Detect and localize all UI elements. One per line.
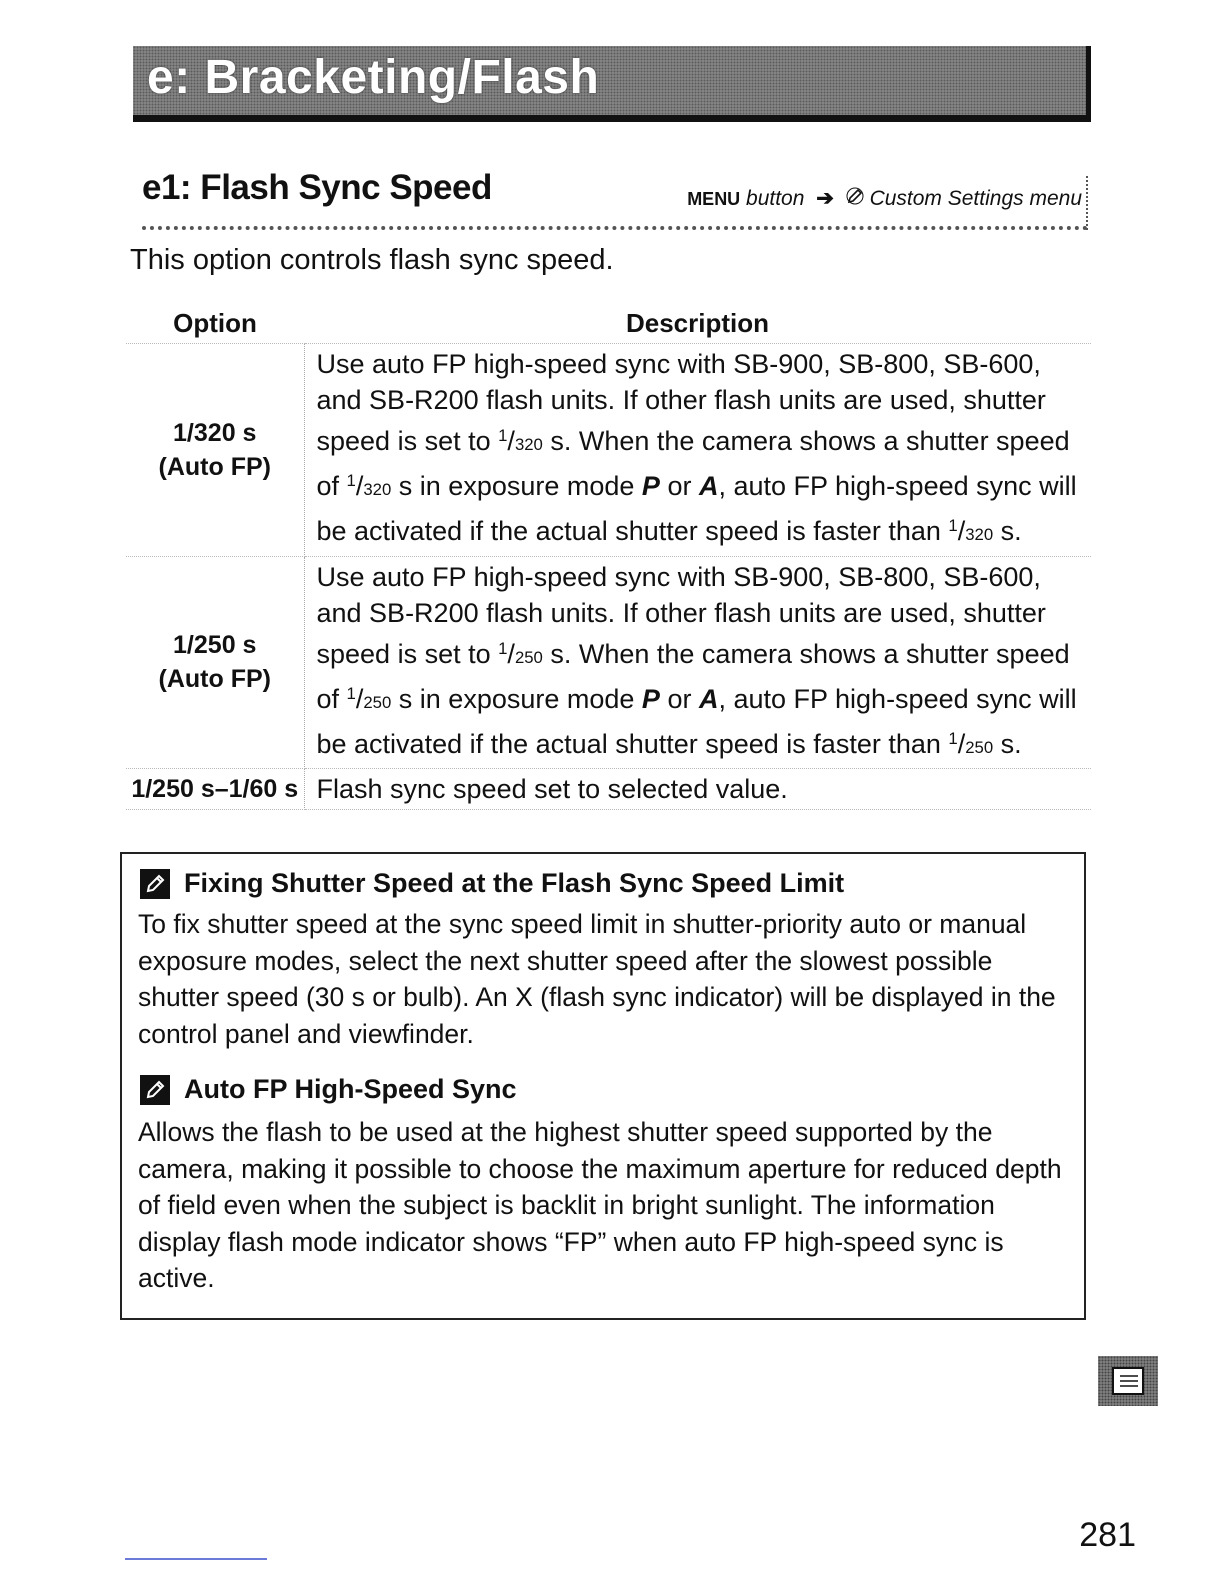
menu-tab-icon: [1098, 1356, 1158, 1406]
chapter-title: e: Bracketing/Flash: [147, 51, 600, 104]
table-row: [126, 769, 1091, 810]
section-title: e1: Flash Sync Speed: [142, 168, 492, 207]
fraction-denominator: 250: [514, 647, 543, 667]
fraction-numerator: 1: [948, 729, 958, 749]
chapter-banner: [133, 46, 1091, 122]
title-rule-tick: [1086, 176, 1088, 230]
pencil-icon: [140, 869, 170, 899]
fraction-denominator: 250: [965, 738, 994, 758]
notes-box: [120, 852, 1086, 1320]
note-heading: [140, 868, 844, 899]
fraction-numerator: 1: [346, 471, 356, 491]
intro-text: This option controls flash sync speed.: [130, 244, 614, 276]
description-text: s.: [993, 516, 1022, 547]
pencil-icon: [846, 187, 870, 210]
mode-p-symbol: P: [641, 471, 660, 502]
fraction-numerator: 1: [498, 426, 508, 445]
description-cell: Use auto FP high-speed sync with SB-900, SB-800, SB-600, and SB-R200 flash units. If other flash units are used, shutter speed is set to $^1$/250 s. When the camera shows a shutter speed of $^1$/250 s in exposure mode P or A, auto FP high-speed sync will be activated if the actual shutter speed is faster than $^1$/250 s.: [304, 556, 1091, 769]
options-table: [126, 302, 1091, 810]
description-text: s in exposure mode: [391, 471, 642, 502]
column-header-description: Description: [304, 302, 1091, 344]
fraction-denominator: 320: [965, 525, 994, 545]
table-header-row: [126, 302, 1091, 344]
fraction-denominator: 320: [514, 435, 543, 455]
mode-p-symbol: P: [641, 684, 660, 715]
menu-path-button: button: [746, 187, 805, 210]
title-rule: [142, 226, 1088, 230]
option-value: 1/320 s: [173, 418, 257, 447]
note-body: Allows the flash to be used at the highest shutter speed supported by the camera, making it possible to choose the maximum aperture for reduced depth of field even when the subject is backlit in bright sunlight. The information display flash mode indicator shows “FP” when auto FP high-speed sync is active.: [138, 1117, 1062, 1293]
description-text: or: [659, 471, 699, 502]
description-text: s. When the camera shows a shutter speed of: [316, 426, 1070, 502]
mode-a-symbol: A: [698, 471, 719, 502]
note-title: Fixing Shutter Speed at the Flash Sync Speed Limit: [184, 868, 845, 898]
fraction-denominator: 320: [363, 480, 392, 500]
fraction-numerator: 1: [948, 516, 958, 536]
description-text: s. When the camera shows a shutter speed of: [316, 638, 1070, 715]
menu-path-dest: Custom Settings menu: [869, 187, 1082, 210]
option-qualifier: (Auto FP): [158, 452, 271, 481]
mode-a-symbol: A: [698, 684, 719, 715]
option-cell: [126, 556, 304, 769]
description-text: Use auto FP high-speed sync with SB-900, SB-800, SB-600, and SB-R200 flash units. If other flash units are used, shutter speed is set to: [316, 349, 1046, 457]
footer-line: [125, 1558, 267, 1560]
fraction-denominator: 250: [363, 693, 392, 713]
note-heading: [140, 1074, 517, 1105]
table-row: [126, 344, 1091, 557]
description-cell: Flash sync speed set to selected value.: [304, 769, 1091, 810]
description-text: , auto FP high-speed sync will be activated if the actual shutter speed is faster than: [316, 684, 1077, 760]
pencil-icon: [140, 1075, 170, 1105]
option-value: 1/250 s: [173, 631, 257, 660]
description-cell: Use auto FP high-speed sync with SB-900, SB-800, SB-600, and SB-R200 flash units. If other flash units are used, shutter speed is set to $^1$/320 s. When the camera shows a shutter speed of $^1$/320 s in exposure mode P or A, auto FP high-speed sync will be activated if the actual shutter speed is faster than $^1$/320 s.: [304, 344, 1091, 557]
menu-path: [687, 186, 1082, 211]
fraction-numerator: 1: [346, 683, 356, 703]
option-value: 1/250 s–1/60 s: [131, 775, 299, 804]
menu-key-label: MENU: [687, 189, 741, 209]
option-cell: [126, 344, 304, 557]
option-cell: [126, 769, 304, 810]
table-row: [126, 556, 1091, 769]
page-number: 281: [1079, 1516, 1136, 1554]
description-text: s.: [993, 729, 1022, 760]
fraction-numerator: 1: [498, 638, 508, 658]
option-qualifier: (Auto FP): [158, 665, 271, 694]
description-text: s in exposure mode: [391, 684, 642, 715]
description-text: , auto FP high-speed sync will be activated if the actual shutter speed is faster than: [316, 471, 1077, 547]
description-text: or: [659, 684, 699, 715]
description-text: Use auto FP high-speed sync with SB-900, SB-800, SB-600, and SB-R200 flash units. If other flash units are used, shutter speed is set to: [316, 561, 1046, 669]
column-header-option: Option: [126, 302, 304, 344]
note-title: Auto FP High-Speed Sync: [184, 1074, 517, 1104]
arrow-icon: ➔: [816, 187, 834, 210]
note-body: To fix shutter speed at the sync speed limit in shutter-priority auto or manual exposure modes, select the next shutter speed after the slowest possible shutter speed (30 s or bulb). An X (flash sync indicator) will be displayed in the control panel and viewfinder.: [138, 909, 1056, 1049]
